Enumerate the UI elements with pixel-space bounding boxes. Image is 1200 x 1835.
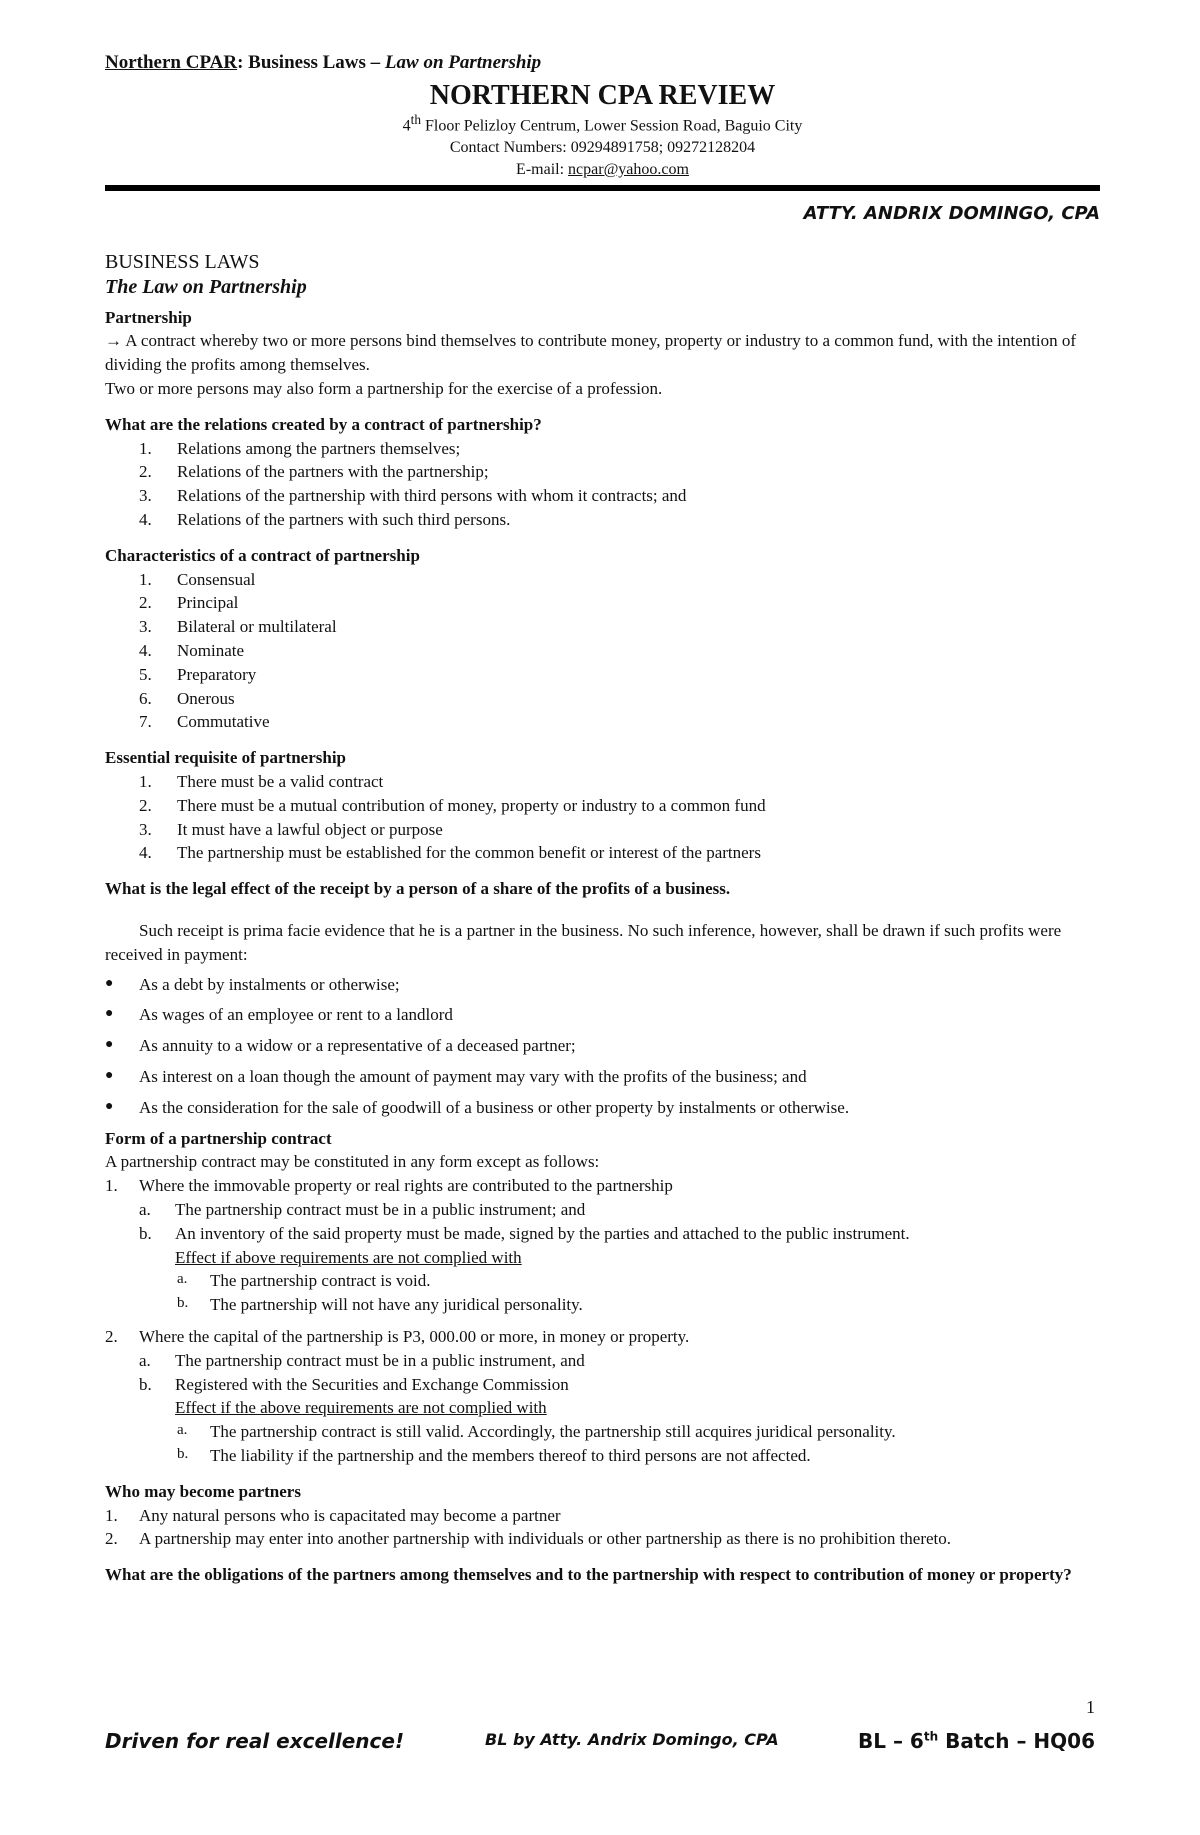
list-item: 4. Relations of the partners with such third persons.	[139, 510, 511, 530]
header-rule	[105, 185, 1100, 191]
section-heading: Partnership	[105, 307, 192, 327]
list-item: 3. Relations of the partnership with third persons with whom it contracts; and	[139, 486, 687, 506]
list-item: a. The partnership contract must be in a public instrument, and	[139, 1350, 585, 1370]
list-item: 2. Where the capital of the partnership is P3, 000.00 or more, in money or property.	[105, 1326, 690, 1346]
definition-extra: Two or more persons may also form a partnership for the exercise of a profession.	[105, 379, 663, 399]
list-item: b. An inventory of the said property must be made, signed by the parties and attached to the public instrument.	[139, 1223, 910, 1243]
bullet-item: ● As wages of an employee or rent to a landlord	[105, 1005, 453, 1025]
receipt-bullets	[105, 973, 1100, 1120]
list-item: b. The liability if the partnership and the members thereof to third persons are not affected.	[177, 1445, 811, 1465]
section-heading: Essential requisite of partnership	[105, 748, 347, 768]
list-item: 2. Relations of the partners with the partnership;	[139, 462, 489, 482]
list-item: 2. Principal	[139, 593, 239, 613]
partners-list	[105, 1504, 1100, 1552]
definition: → A contract whereby two or more persons bind themselves to contribute money, property or industry to a common fund, with the intention of dividing the profits among themselves.	[105, 331, 1077, 375]
header-subject: Business Laws –	[243, 52, 385, 73]
list-item: a. The partnership contract is still valid. Accordingly, the partnership still acquires juridical personality.	[177, 1422, 896, 1442]
effect-note: Effect if the above requirements are not complied with	[175, 1398, 547, 1418]
characteristics-list	[105, 568, 1100, 735]
section-heading: What is the legal effect of the receipt by a person of a share of the profits of a business.	[105, 879, 731, 899]
form-list	[105, 1174, 1100, 1198]
list-item: 1. Where the immovable property or real rights are contributed to the partnership	[105, 1176, 673, 1196]
section-heading: What are the obligations of the partners among themselves and to the partnership with respect to contribution of money or property?	[105, 1565, 1072, 1585]
requisites-list	[105, 770, 1100, 865]
org-email: E-mail: ncpar@yahoo.com	[516, 160, 689, 178]
list-item: 4. Nominate	[139, 641, 245, 661]
list-item: 4. The partnership must be established for the common benefit or interest of the partners	[139, 843, 761, 863]
list-item: a. The partnership contract must be in a public instrument; and	[139, 1199, 586, 1219]
relations-list	[105, 437, 1100, 532]
list-item: 2. There must be a mutual contribution of money, property or industry to a common fund	[139, 795, 766, 815]
bullet-item: ● As interest on a loan though the amount of payment may vary with the profits of the business; and	[105, 1067, 807, 1086]
section-heading: Characteristics of a contract of partnership	[105, 545, 420, 565]
list-item: 3. It must have a lawful object or purpose	[139, 819, 443, 839]
list-item: 5. Preparatory	[139, 664, 257, 684]
list-item: 1. There must be a valid contract	[139, 772, 384, 792]
effect-list	[105, 1269, 1100, 1317]
org-name: NORTHERN CPA REVIEW	[429, 79, 776, 111]
bullet-item: ● As annuity to a widow or a representative of a deceased partner;	[105, 1036, 576, 1056]
section-heading: Who may become partners	[105, 1481, 301, 1501]
doc-subtitle: The Law on Partnership	[105, 275, 307, 298]
list-item: b. Registered with the Securities and Exchange Commission	[139, 1374, 569, 1394]
form-intro: A partnership contract may be constituted in any form except as follows:	[105, 1152, 600, 1172]
running-header: Northern CPAR: Business Laws – Law on Partnership	[105, 52, 542, 73]
list-item: 1. Consensual	[139, 569, 256, 589]
footer-author: BL by Atty. Andrix Domingo, CPA	[485, 1730, 779, 1749]
footer-tagline: Driven for real excellence!	[105, 1729, 405, 1753]
effect-note: Effect if above requirements are not complied with	[175, 1247, 522, 1267]
bullet-item: ● As the consideration for the sale of goodwill of a business or other property by instalments or otherwise.	[105, 1097, 850, 1117]
section-heading: What are the relations created by a contract of partnership?	[105, 414, 542, 434]
list-item: 1. Relations among the partners themselves;	[139, 438, 461, 458]
footer-batch: BL – 6th Batch – HQ06	[858, 1729, 1095, 1753]
author: ATTY. ANDRIX DOMINGO, CPA	[803, 202, 1100, 224]
org-address: 4th Floor Pelizloy Centrum, Lower Session Road, Baguio City	[402, 112, 803, 135]
effect-list	[105, 1420, 1100, 1468]
form-list	[105, 1325, 1100, 1349]
list-item: 1. Any natural persons who is capacitated may become a partner	[105, 1505, 561, 1525]
header-org-short: Northern CPAR	[105, 52, 238, 73]
org-contact: Contact Numbers: 09294891758; 09272128204	[449, 139, 756, 157]
bullet-item: ● As a debt by instalments or otherwise;	[105, 974, 400, 994]
form-sublist	[105, 1198, 1100, 1246]
doc-title: BUSINESS LAWS	[105, 250, 260, 273]
page-content	[105, 50, 1100, 1587]
list-item: a. The partnership contract is void.	[177, 1271, 431, 1291]
receipt-paragraph: Such receipt is prima facie evidence that he is a partner in the business. No such inference, however, shall be drawn if such profits were received in payment:	[105, 921, 1062, 964]
section-heading: Form of a partnership contract	[105, 1128, 332, 1148]
list-item: 6. Onerous	[139, 688, 235, 708]
page-number: 1	[1086, 1697, 1095, 1717]
email-link[interactable]: ncpar@yahoo.com	[568, 160, 689, 178]
header-topic: Law on Partnership	[384, 52, 542, 73]
page-footer	[105, 1727, 1095, 1767]
list-item: 3. Bilateral or multilateral	[139, 617, 337, 637]
list-item: 2. A partnership may enter into another partnership with individuals or other partnership as there is no prohibition thereto.	[105, 1529, 952, 1549]
list-item: 7. Commutative	[139, 712, 270, 732]
form-sublist	[105, 1349, 1100, 1397]
list-item: b. The partnership will not have any juridical personality.	[177, 1295, 583, 1315]
